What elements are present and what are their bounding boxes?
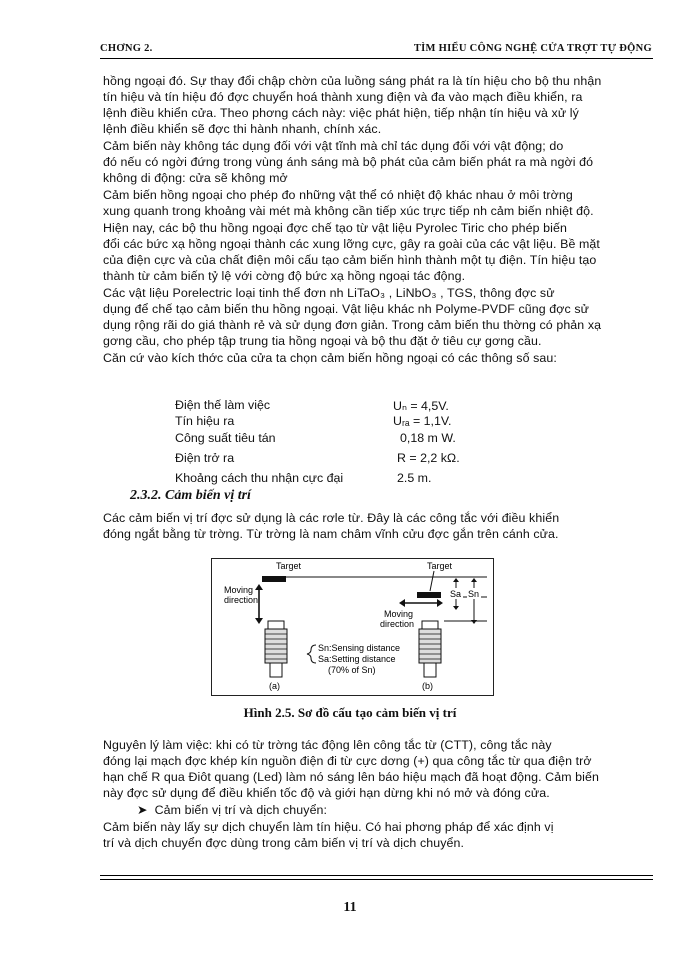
- paragraph: [103, 350, 651, 366]
- header-chapter: CHƠNG 2.: [100, 43, 153, 54]
- text-line: đổi các bức xạ hồng ngoại thành các xung lỡng cực, gây ra goài của các vật liệu. Bề mặt: [103, 237, 600, 251]
- target-a-label: Target: [276, 561, 302, 571]
- text-line: dụng rộng rãi do giá thành rẻ và sử dụng đơn giản. Trong cảm biến thu thờng có phản xạ: [103, 318, 602, 332]
- sensor-diagram: [212, 559, 493, 695]
- page-number: 11: [343, 900, 357, 915]
- text-line: thành từ cảm biến tỷ lệ với cờng độ bức xạ hồng ngoại tác động.: [103, 269, 466, 283]
- text-line: dụng để chế tạo cảm biến thu hồng ngoại. Vật liệu khác nh Polyme-PVDF cũng đợc sử: [103, 302, 590, 316]
- label-a: (a): [269, 681, 280, 691]
- param-value: 2.5 m.: [397, 471, 432, 485]
- text-line: đó nếu có ngời đứng trong vùng ánh sáng mà bộ phát của cảm biến phát ra mà ngời đó: [103, 155, 594, 169]
- sn-label: Sn: [468, 589, 480, 599]
- param-value: Uₙ = 4,5V.: [393, 399, 449, 413]
- section-title: 2.3.2. Cảm biến vị trí: [130, 488, 251, 503]
- text-line: Cảm biến này lấy sự dịch chuyển làm tín hiệu. Có hai phơng pháp để xác định vị: [103, 820, 554, 834]
- paragraph: [103, 819, 651, 851]
- param-name: Điện trở ra: [175, 451, 235, 465]
- param-name: Tín hiệu ra: [175, 414, 235, 428]
- bullet-line: [137, 802, 651, 818]
- text-line: Căn cứ vào kích thớc của cửa ta chọn cảm biến hồng ngoại có các thông số sau:: [103, 351, 557, 365]
- text-line: lệnh điều khiển sẽ đợc thi hành nhanh, chính xác.: [103, 122, 382, 136]
- moving-b-label1: Moving: [384, 609, 414, 619]
- text-line: gơng cầu, cho phép tập trung tia hồng ngoại và bộ thu đặt ở tiêu cự gơng cầu.: [103, 334, 542, 348]
- param-name: Khoảng cách thu nhận cực đại: [175, 471, 344, 485]
- text-line: của điện cực và của chất điện môi cấu tạo cảm biến hình thành một tụ điện. Tín hiệu tạo: [103, 253, 597, 267]
- header-rule: [100, 58, 653, 59]
- body-block-2: [103, 510, 651, 543]
- text-line: Nguyên lý làm việc: khi có từ trờng tác động lên công tắc từ (CTT), công tắc này: [103, 738, 552, 752]
- legend-line1: Sn:Sensing distance: [318, 643, 401, 653]
- text-line: Cảm biến hồng ngoại cho phép đo những vật thể có nhiệt độ khác nhau ở môi trờng: [103, 188, 573, 202]
- text-line: đóng ngắt bằng từ trờng. Từ trờng là nam châm vĩnh cửu đợc gắn trên cánh cửa.: [103, 527, 559, 541]
- paragraph: [103, 510, 651, 542]
- legend-line2: Sa:Setting distance: [318, 654, 396, 664]
- text-line: lệnh điều khiển cửa. Theo phơng cách này: việc phát hiện, tiếp nhận tín hiệu và xử lý: [103, 106, 579, 120]
- moving-b-label2: direction: [380, 619, 415, 629]
- footer-rule-2: [100, 879, 653, 880]
- legend-line3: (70% of Sn): [328, 665, 376, 675]
- paragraph: [103, 73, 651, 137]
- param-name: Điện thế làm việc: [175, 398, 271, 412]
- figure-caption: Hình 2.5. Sơ đồ cấu tạo cảm biến vị trí: [243, 705, 457, 720]
- text-line: tín hiệu và tín hiệu đó đợc chuyển hoá thành xung điện và đa vào mạch điều khiển, ra: [103, 90, 583, 104]
- arrow-bullet-icon: ➤: [137, 803, 155, 817]
- paragraph: [103, 138, 651, 186]
- paragraph: [103, 285, 651, 349]
- footer-rule-1: [100, 875, 653, 876]
- text-line: này đợc sử dụng để điều khiển tốc độ và giới hạn dừng khi nó mở và đóng cửa.: [103, 786, 550, 800]
- paragraph: [103, 737, 651, 801]
- page-header: [100, 43, 652, 59]
- target-b: [417, 592, 441, 598]
- target-a: [262, 576, 286, 582]
- text-line: Hiện nay, các bộ thu hồng ngoại đợc chế tạo từ vật liệu Pyrolec Tiric cho phép biến: [103, 221, 567, 235]
- param-value: R = 2,2 kΩ.: [397, 451, 460, 465]
- label-b: (b): [422, 681, 433, 691]
- bullet-item: [103, 802, 651, 818]
- paragraph: [103, 187, 651, 219]
- bullet-text: Cảm biến vị trí và dịch chuyển:: [154, 803, 328, 817]
- sa-label: Sa: [450, 589, 462, 599]
- body-block-1: [103, 73, 651, 367]
- text-line: Các cảm biến vị trí đợc sử dụng là các rơle từ. Đây là các công tắc với điều khiển: [103, 511, 560, 525]
- text-line: Cảm biến này không tác dụng đối với vật tĩnh mà chỉ tác dụng đối với vật động; do: [103, 139, 564, 153]
- body-block-3: [103, 737, 651, 852]
- paragraph: [103, 220, 651, 284]
- text-line: không di động: cửa sẽ không mở: [103, 171, 288, 185]
- text-line: hồng ngoại đó. Sự thay đổi chập chờn của luồng sáng phát ra là tín hiệu cho bộ thu nhận: [103, 74, 602, 88]
- text-line: trí và dịch chuyển đợc dùng trong cảm biến vị trí và dịch chuyển.: [103, 836, 465, 850]
- param-value: Uᵣₐ = 1,1V.: [393, 414, 452, 428]
- target-b-label: Target: [427, 561, 453, 571]
- header-title: TÌM HIỂU CÔNG NGHỆ CỬA TRỢT TỰ ĐỘNG: [413, 43, 652, 54]
- text-line: Các vật liệu Porelectric loại tinh thể đơn nh LiTaO₃ , LiNbO₃ , TGS, thông đợc sử: [103, 286, 555, 300]
- text-line: đóng lại mạch đợc khép kín nguồn điện đi từ cực dơng (+) qua công tắc từ qua điện trở: [103, 754, 592, 768]
- param-name: Công suất tiêu tán: [175, 431, 276, 445]
- text-line: hạn chế R qua Điôt quang (Led) làm nó sáng lên báo hiệu mạch đã hoạt động. Cảm biến: [103, 770, 599, 784]
- moving-a-label1: Moving: [224, 585, 254, 595]
- moving-a-label2: direction: [224, 595, 259, 605]
- sensor-figure: [211, 558, 494, 696]
- param-value: 0,18 m W.: [400, 431, 456, 445]
- text-line: xung quanh trong khoảng vài mét mà không cần tiếp xúc trực tiếp nh cảm biến nhiệt độ.: [103, 204, 594, 218]
